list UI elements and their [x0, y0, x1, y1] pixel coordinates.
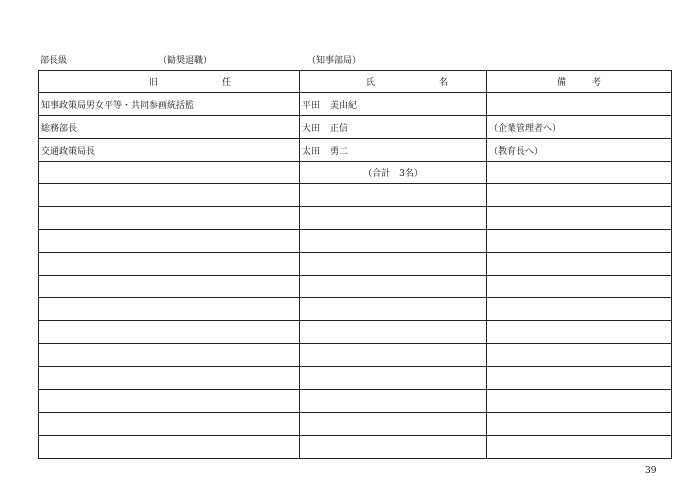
name-cell: [300, 344, 487, 367]
old-post-cell: [39, 252, 300, 275]
grade-label: 部長級: [40, 56, 68, 66]
empty-row: [39, 184, 672, 207]
old-post-cell: 総務部長: [39, 116, 300, 139]
remarks-cell: [487, 344, 672, 367]
old-post-cell: 知事政策局男女平等・共同参画統括監: [39, 93, 300, 116]
name-cell: [300, 435, 487, 458]
empty-row: [39, 206, 672, 229]
column-header-name: 氏 名: [300, 71, 487, 93]
empty-row: [39, 252, 672, 275]
remarks-cell: [487, 252, 672, 275]
table-row: [39, 93, 672, 116]
remarks-cell: [487, 229, 672, 252]
remarks-cell: [487, 275, 672, 298]
reason-label: （勧奨退職）: [158, 56, 213, 66]
page-number: 39: [645, 466, 657, 476]
old-post-cell: [39, 435, 300, 458]
empty-row: [39, 229, 672, 252]
name-cell: [300, 229, 487, 252]
old-post-cell: [39, 184, 300, 207]
old-post-cell: [39, 390, 300, 413]
column-header-remarks: 備 考: [487, 71, 672, 93]
remarks-cell: [487, 162, 672, 184]
name-cell: [300, 275, 487, 298]
empty-row: [39, 367, 672, 390]
empty-row: [39, 298, 672, 321]
remarks-cell: [487, 298, 672, 321]
remarks-cell: [487, 367, 672, 390]
remarks-cell: [487, 93, 672, 116]
remarks-cell: [487, 184, 672, 207]
remarks-cell: （企業管理者へ）: [487, 116, 672, 139]
remarks-cell: [487, 206, 672, 229]
remarks-cell: [487, 390, 672, 413]
name-cell: [300, 206, 487, 229]
empty-row: [39, 321, 672, 344]
old-post-cell: 交通政策局長: [39, 139, 300, 162]
name-cell: [300, 412, 487, 435]
name-cell: [300, 390, 487, 413]
remarks-cell: （教育長へ）: [487, 139, 672, 162]
old-post-cell: [39, 206, 300, 229]
name-cell: [300, 298, 487, 321]
old-post-cell: [39, 298, 300, 321]
table-row: [39, 116, 672, 139]
total-row: [39, 162, 672, 184]
old-post-cell: [39, 321, 300, 344]
name-cell: [300, 321, 487, 344]
name-cell: [300, 184, 487, 207]
empty-row: [39, 275, 672, 298]
table-row: [39, 139, 672, 162]
empty-row: [39, 412, 672, 435]
old-post-cell: [39, 412, 300, 435]
total-count: （合計 3名）: [300, 162, 487, 184]
personnel-table: [38, 70, 672, 459]
name-cell: 平田 美由紀: [300, 93, 487, 116]
name-cell: 大田 正信: [300, 116, 487, 139]
old-post-cell: [39, 229, 300, 252]
remarks-cell: [487, 435, 672, 458]
old-post-cell: [39, 367, 300, 390]
column-header-old-post: 旧 任: [39, 71, 300, 93]
department-label: （知事部局）: [307, 56, 362, 66]
remarks-cell: [487, 412, 672, 435]
table-header-row: [39, 71, 672, 93]
name-cell: [300, 252, 487, 275]
remarks-cell: [487, 321, 672, 344]
old-post-cell: [39, 344, 300, 367]
old-post-cell: [39, 162, 300, 184]
old-post-cell: [39, 275, 300, 298]
empty-row: [39, 435, 672, 458]
name-cell: [300, 367, 487, 390]
name-cell: 太田 勇二: [300, 139, 487, 162]
empty-row: [39, 390, 672, 413]
empty-row: [39, 344, 672, 367]
